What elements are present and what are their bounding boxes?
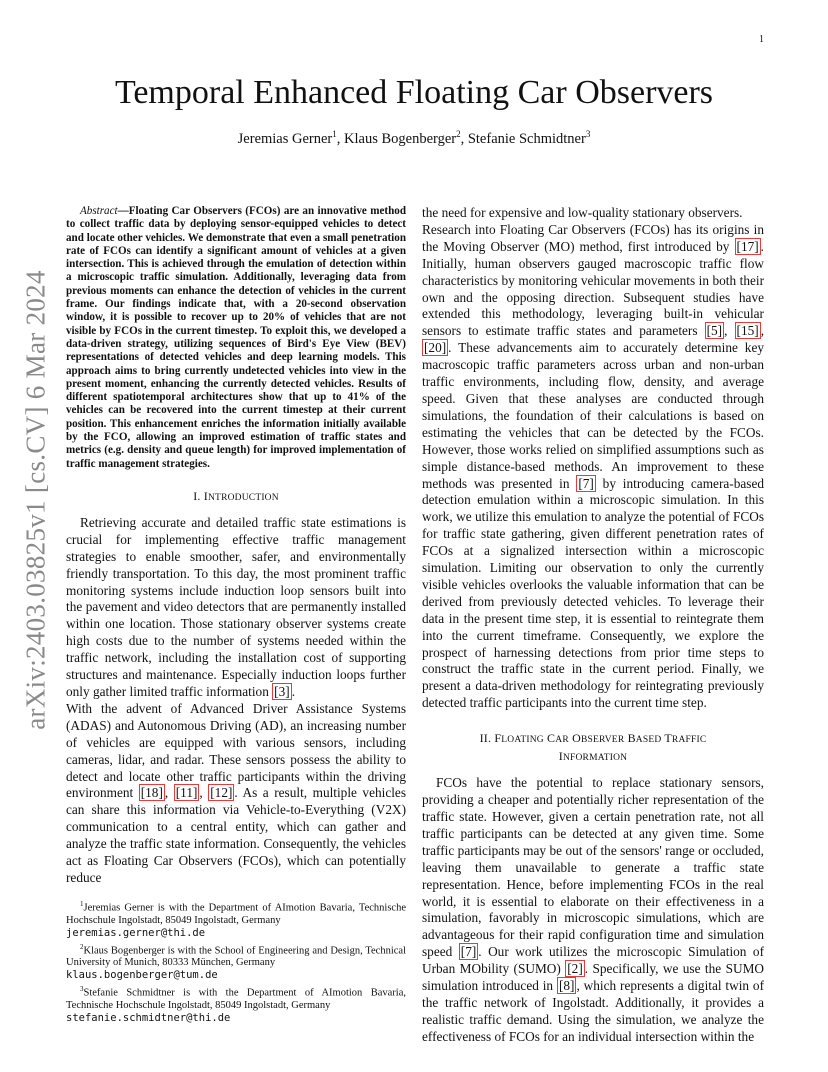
footnote: $^1$Jeremias Gerner is with the Department of AImotion Bavaria, Technische Hochschule Ingolstadt, 85049 Ingolstadt, Germany jeremias.gerner@thi.de <box>66 900 406 939</box>
citation-link[interactable]: [12] <box>210 785 233 801</box>
email-link[interactable]: stefanie.schmidtner@thi.de <box>66 1011 231 1024</box>
author-name: Klaus Bogenberger <box>344 130 457 147</box>
page-number: 1 <box>759 34 764 45</box>
citation-link[interactable]: [7] <box>460 944 477 960</box>
left-column <box>66 205 406 887</box>
citation-link[interactable]: [15] <box>736 323 759 339</box>
author-list: Jeremias Gerner$^1$, Klaus Bogenberger$^2$, Stefanie Schmidtner$^3$ <box>237 129 591 147</box>
arxiv-identifier-text: arXiv:2403.03825v1 [cs.CV] 6 Mar 2024 <box>20 270 51 730</box>
citation-link[interactable]: [2] <box>567 961 583 977</box>
footnote: $^3$Stefanie Schmidtner is with the Department of AImotion Bavaria, Technische Hochschule Ingolstadt, 85049 Ingolstadt, Germany stefanie.schmidtner@thi.de <box>66 985 406 1024</box>
citation-link[interactable]: [17] <box>736 238 759 254</box>
section-heading-fco-traffic-info: II. FLOATING CAR OBSERVER BASED TRAFFIC INFORMATION <box>479 731 707 764</box>
abstract-label: Abstract <box>80 205 118 217</box>
abstract-dash: — <box>117 205 129 217</box>
footnote: $^2$Klaus Bogenberger is with the School of Engineering and Design, Technical University of Munich, 80333 München, Germany klaus.bogenberger@tum.de <box>66 942 406 981</box>
author-name: Jeremias Gerner <box>237 130 333 147</box>
paper-title: Temporal Enhanced Floating Car Observers <box>114 74 714 111</box>
right-column <box>422 205 764 1046</box>
author-affiliation-mark: 2 <box>456 129 461 139</box>
citation-link[interactable]: [8] <box>558 978 575 994</box>
paragraph: FCOs have the potential to replace stationary sensors, providing a cheaper and potentially richer representation of the traffic state. However, given a certain penetration rate, not all traffic participants can be detected at any given time. Some traffic participants may be out of the sensors' range or occluded, leaving them unavailable to generate a traffic state representation. Hence, before implementing FCOs in the real world, it is essential to elaborate on their effectiveness in a simulation, favorably in microscopic simulations, which are advantageous for their rapid configuration time and simulation speed [7] . Our work utilizes the microscopic Simulation of Urban MObility (SUMO) [2] . Specifically, we use the SUMO simulation introduced in [8] , which represents a digital twin of the traffic network of Ingolstadt. Additionally, it provides a realistic traffic demand. Using the simulation, we analyze the effectiveness of FCOs for an individual intersection within the <box>422 775 765 1044</box>
email-link[interactable]: klaus.bogenberger@tum.de <box>66 969 218 981</box>
intro-paragraph-2: With the advent of Advanced Driver Assistance Systems (ADAS) and Autonomous Driving (AD), an increasing number of vehicles are equipped with various sensors, including cameras, lidar, and radar. These sensors possess the ability to detect and locate other traffic participants within the driving environment [18] , [11] , [12] . As a result, multiple vehicles can share this information via Vehicle-to-Everything (V2X) communication to a central entity, which can gather and analyze the traffic state information. Consequently, the vehicles act as Floating Car Observers (FCOs), which can potentially reduce <box>66 700 406 885</box>
citation-link[interactable]: [11] <box>175 785 198 801</box>
citation-link[interactable]: [7] <box>578 475 594 491</box>
citation-link[interactable]: [5] <box>706 323 723 339</box>
email-link[interactable]: jeremias.gerner@thi.de <box>66 926 206 939</box>
citation-link[interactable]: [18] <box>140 785 163 801</box>
author-affiliation-mark: 3 <box>585 129 591 139</box>
author-affiliation-mark: 1 <box>332 129 337 139</box>
section-heading-introduction: I. INTRODUCTION <box>193 488 279 503</box>
paragraph: the need for expensive and low-quality stationary observers. <box>422 205 743 220</box>
author-name: Stefanie Schmidtner <box>467 130 586 147</box>
citation-link[interactable]: [20] <box>424 340 447 356</box>
paragraph: Research into Floating Car Observers (FCOs) has its origins in the Moving Observer (MO) method, first introduced by [17] . Initially, human observers gauged macroscopic traffic flow characteristics by monitoring vehicular movements in both their own and the opposing direction. Subsequent studies have extended this methodology, leveraging built-in vehicular sensors to estimate traffic states and parameters [5] , [15] , [20] . These advancements aim to accurately determine key macroscopic traffic parameters across urban and non-urban traffic environments, including flow, density, and average speed. Given that these analyses are conducted through simulations, the foundation of their calculations is based on estimating the vehicles that can be detected by the FCOs. However, those works relied on simplified assumptions such as simple distance-based methods. An improvement to these methods was presented in [7] by introducing camera-based detection emulation within a microscopic simulation. In this work, we utilize this emulation to analyze the potential of FCOs for traffic state gathering, given different penetration rates of FCOs at a signalized intersection within a microscopic simulation. Limiting our observation to only the currently visible vehicles overlooks the valuable information that can be derived from previously detected vehicles. To leverage their data in the present time step, it is essential to reintegrate them into the current timeframe. Consequently, we explore the prospect of harnessing detections from prior time steps to construct the traffic state in the current period. Finally, we present a data-driven methodology for reintegrating previously detected traffic participants into the current time step. <box>422 221 765 711</box>
arxiv-identifier <box>10 220 62 780</box>
abstract-text: Floating Car Observers (FCOs) are an innovative method to collect traffic data by deploying sensor-equipped vehicles to detect and locate other vehicles. We demonstrate that even a small penetration rate of FCOs can identify a significant amount of vehicles at a given intersection. This is achieved through the emulation of detection within a microscopic traffic simulation. Additionally, leveraging data from previous moments can enhance the detection of vehicles in the current frame. Our findings indicate that, with a 20-second observation window, it is possible to recover up to 20% of vehicles that are not visible by FCOs in the current timestep. To exploit this, we developed a data-driven strategy, utilizing sequences of Bird's Eye View (BEV) representations of detected vehicles and deep learning models. This approach aims to bring currently undetected vehicles into view in the present moment, enhancing the currently detected vehicles. Results of different spatiotemporal architectures show that up to 41% of the vehicles can be recovered into the current timestep at their current position. This enhancement enriches the information initially available by the FCO, allowing an improved estimation of traffic states and metrics (e.g. density and queue length) for improved implementation of traffic management strategies. <box>66 205 406 470</box>
abstract <box>66 205 406 471</box>
intro-paragraph-1: Retrieving accurate and detailed traffic state estimations is crucial for implementing effective traffic management strategies to enable smoother, safer, and environmentally friendly transportation. To this day, the most prominent traffic monitoring systems include induction loop sensors built into the pavement and video detectors that are permanently installed within one location. Those stationary observer systems create high costs due to the number of systems needed within the traffic network, including the installation cost of supporting structures and maintenance. Especially induction loops further only gather limited traffic information [3] . <box>66 514 406 699</box>
citation-link[interactable]: [3] <box>274 684 290 699</box>
footnotes <box>66 898 406 1026</box>
